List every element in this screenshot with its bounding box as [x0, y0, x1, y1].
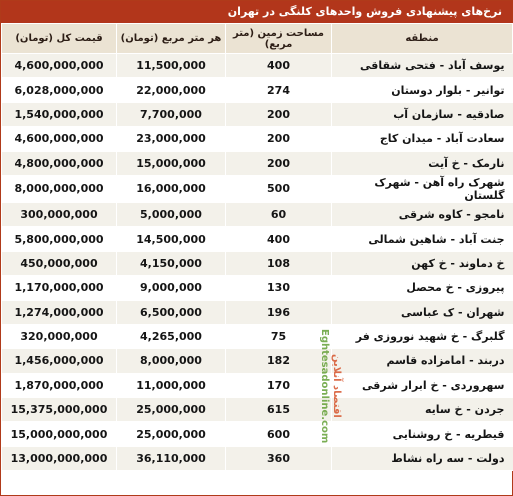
land-area-cell: 500: [226, 175, 332, 202]
land-area-cell: 170: [226, 373, 332, 397]
price-per-meter-cell: 15,000,000: [117, 151, 226, 175]
price-per-meter-cell: 22,000,000: [117, 78, 226, 102]
land-area-cell: 360: [226, 446, 332, 470]
table-row: [2, 324, 513, 348]
header-land-area: مساحت زمین (متر مربع): [226, 24, 332, 54]
total-price-cell: 1,170,000,000: [2, 276, 117, 300]
table-row: [2, 151, 513, 175]
price-table: [1, 23, 513, 471]
land-area-cell: 200: [226, 102, 332, 126]
region-cell: جردن - خ سایه: [332, 398, 513, 422]
table-row: [2, 398, 513, 422]
land-area-cell: 130: [226, 276, 332, 300]
table-row: [2, 127, 513, 151]
price-per-meter-cell: 11,000,000: [117, 373, 226, 397]
table-row: [2, 446, 513, 470]
price-per-meter-cell: 4,265,000: [117, 324, 226, 348]
price-per-meter-cell: 7,700,000: [117, 102, 226, 126]
total-price-cell: 1,870,000,000: [2, 373, 117, 397]
total-price-cell: 13,000,000,000: [2, 446, 117, 470]
total-price-cell: 450,000,000: [2, 251, 117, 275]
price-per-meter-cell: 11,500,000: [117, 54, 226, 78]
price-per-meter-cell: 5,000,000: [117, 202, 226, 226]
price-per-meter-cell: 23,000,000: [117, 127, 226, 151]
total-price-cell: 5,800,000,000: [2, 227, 117, 251]
table-row: [2, 251, 513, 275]
region-cell: توانیر - بلوار دوستان: [332, 78, 513, 102]
land-area-cell: 200: [226, 151, 332, 175]
total-price-cell: 1,274,000,000: [2, 300, 117, 324]
total-price-cell: 320,000,000: [2, 324, 117, 348]
total-price-cell: 4,800,000,000: [2, 151, 117, 175]
table-row: [2, 78, 513, 102]
total-price-cell: 4,600,000,000: [2, 54, 117, 78]
region-cell: یوسف آباد - فتحی شقاقی: [332, 54, 513, 78]
region-cell: سهروردی - خ ابرار شرقی: [332, 373, 513, 397]
region-cell: صادقیه - سازمان آب: [332, 102, 513, 126]
price-per-meter-cell: 16,000,000: [117, 175, 226, 202]
land-area-cell: 274: [226, 78, 332, 102]
price-per-meter-cell: 8,000,000: [117, 349, 226, 373]
region-cell: نامجو - کاوه شرقی: [332, 202, 513, 226]
header-price-per-meter: هر متر مربع (تومان): [117, 24, 226, 54]
region-cell: جنت آباد - شاهین شمالی: [332, 227, 513, 251]
total-price-cell: 6,028,000,000: [2, 78, 117, 102]
header-total-price: قیمت کل (تومان): [2, 24, 117, 54]
region-cell: سعادت آباد - میدان کاج: [332, 127, 513, 151]
table-row: [2, 276, 513, 300]
land-area-cell: 196: [226, 300, 332, 324]
region-cell: خ دماوند - خ کهن: [332, 251, 513, 275]
total-price-cell: 300,000,000: [2, 202, 117, 226]
price-per-meter-cell: 14,500,000: [117, 227, 226, 251]
land-area-cell: 75: [226, 324, 332, 348]
price-per-meter-cell: 4,150,000: [117, 251, 226, 275]
watermark-url: Eghtesadonline.com: [319, 328, 330, 444]
watermark-text: اقتصاد آنلاین: [331, 354, 342, 418]
table-row: [2, 349, 513, 373]
table-row: [2, 422, 513, 446]
table-row: [2, 54, 513, 78]
total-price-cell: 1,540,000,000: [2, 102, 117, 126]
region-cell: شهرک راه آهن - شهرک گلستان: [332, 175, 513, 202]
table-row: [2, 227, 513, 251]
region-cell: دربند - امامزاده قاسم: [332, 349, 513, 373]
price-per-meter-cell: 9,000,000: [117, 276, 226, 300]
land-area-cell: 615: [226, 398, 332, 422]
region-cell: نارمک - خ آیت: [332, 151, 513, 175]
land-area-cell: 108: [226, 251, 332, 275]
table-row: [2, 373, 513, 397]
total-price-cell: 15,375,000,000: [2, 398, 117, 422]
price-per-meter-cell: 25,000,000: [117, 422, 226, 446]
land-area-cell: 60: [226, 202, 332, 226]
table-row: [2, 202, 513, 226]
watermark: [319, 311, 342, 461]
land-area-cell: 400: [226, 227, 332, 251]
total-price-cell: 15,000,000,000: [2, 422, 117, 446]
table-title: نرخ‌های پیشنهادی فروش واحدهای کلنگی در تهران: [1, 1, 512, 23]
land-area-cell: 400: [226, 54, 332, 78]
table-row: [2, 300, 513, 324]
table-row: [2, 175, 513, 202]
region-cell: قیطریه - خ روشنایی: [332, 422, 513, 446]
region-cell: دولت - سه راه نشاط: [332, 446, 513, 470]
header-region: منطقه: [332, 24, 513, 54]
region-cell: گلبرگ - خ شهید نوروزی فر: [332, 324, 513, 348]
total-price-cell: 8,000,000,000: [2, 175, 117, 202]
land-area-cell: 200: [226, 127, 332, 151]
region-cell: شهران - ک عباسی: [332, 300, 513, 324]
header-row: [2, 24, 513, 54]
total-price-cell: 4,600,000,000: [2, 127, 117, 151]
region-cell: پیروزی - خ محصل: [332, 276, 513, 300]
land-area-cell: 600: [226, 422, 332, 446]
land-area-cell: 182: [226, 349, 332, 373]
table-row: [2, 102, 513, 126]
price-per-meter-cell: 6,500,000: [117, 300, 226, 324]
price-per-meter-cell: 25,000,000: [117, 398, 226, 422]
total-price-cell: 1,456,000,000: [2, 349, 117, 373]
price-per-meter-cell: 36,110,000: [117, 446, 226, 470]
